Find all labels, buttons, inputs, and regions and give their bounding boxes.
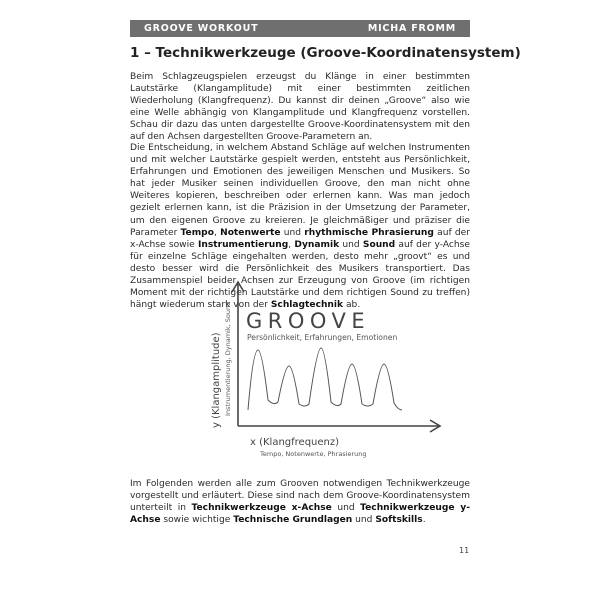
text-run: , — [288, 239, 295, 250]
text-run: und — [280, 227, 305, 238]
running-header — [130, 20, 470, 37]
text-run: Die Entscheidung, in welchem Abstand Schläge auf welchen Instrumenten und mit welcher Lautstärke gespielt werden, entsteht aus Persönlichkeit, Erfahrungen und Emotionen des jeweiligen Menschen und Musikers. So hat jeder Musiker seinen individuellen Groove, den man nicht ohne Weiteres kopieren, beschreiben oder erlernen kann. Was man jedoch gezielt erlernen kann, ist die Präzision in der Umsetzung der Parameter, um den eigenen Groove zu kreieren. Je gleichmäßiger und präziser die Parameter — [130, 143, 470, 238]
text-run: und — [339, 239, 363, 250]
text-run: sowie wichtige — [160, 515, 234, 526]
x-axis-label: x (Klangfrequenz) — [250, 437, 340, 448]
bold-term-sound: Sound — [362, 239, 396, 250]
text-run: Im Folgenden werden alle zum Grooven notwendigen Technikwerkzeuge vorgestellt und erläutert. Diese sind nach dem Groove-Koordinatensystem unterteilt in — [130, 479, 470, 514]
bold-term-dynamik: Dynamik — [294, 239, 340, 250]
page-number: 11 — [459, 546, 470, 555]
paragraph-overview — [130, 478, 470, 526]
text-run: . — [422, 515, 426, 526]
bold-term-x-achse: Technikwerkzeuge x-Achse — [191, 503, 332, 514]
groove-wave — [248, 348, 402, 410]
bold-term-phrasierung: rhythmische Phrasierung — [304, 227, 434, 238]
section-title: 1 – Technikwerkzeuge (Groove-Koordinatensystem) — [130, 45, 521, 61]
bold-term-grundlagen: Technische Grundlagen — [233, 515, 353, 526]
bold-term-y-achse: Technikwerkzeuge y-Achse — [130, 503, 471, 526]
paragraph-intro: Beim Schlagzeugspielen erzeugst du Klänge in einer bestimmten Lautstärke (Klangamplitude) mit einer bestimmten zeitlichen Wiederholung (Klangfrequenz). Du kannst dir deinen „Groove“ also wie eine Welle abhängig von Klangamplitude und Klangfrequenz vorstellen. Schau dir dazu das unten dargestellte Groove-Koordinatensystem mit den auf den Achsen dargestellten Groove-Parametern an. — [130, 72, 470, 143]
header-book-title: GROOVE WORKOUT — [144, 23, 259, 34]
text-run: ab. — [343, 300, 361, 311]
bold-term-tempo: Tempo — [180, 227, 214, 238]
text-run: , — [213, 227, 221, 238]
text-run: auf der y-Achse für einzelne Schläge eingehalten werden, desto mehr „groovt“ es und desto besser wird die Persönlichkeit des Musikers transportiert. Das Zusammenspiel beider Achsen zur Erzeugung von Groove (im richtigen Moment mit der richtigen Lautstärke und dem richtigen Sound zu treffen) hängt wiederum stark von der — [130, 239, 470, 311]
bold-term-notenwerte: Notenwerte — [220, 227, 281, 238]
x-axis-sublabel: Tempo, Notenwerte, Phrasierung — [260, 450, 367, 458]
header-author: MICHA FROMM — [367, 23, 456, 34]
text-run: und — [331, 503, 361, 514]
text-run: und — [352, 515, 376, 526]
bold-term-instrumentierung: Instrumentierung — [197, 239, 289, 250]
groove-word: GROOVE — [246, 309, 371, 333]
bold-term-schlagtechnik: Schlagtechnik — [270, 300, 344, 311]
bold-term-softskills: Softskills — [375, 515, 423, 526]
text-run: auf der x-Achse sowie — [130, 227, 470, 250]
y-axis-label: y (Klangamplitude) — [211, 332, 222, 428]
groove-coordinate-diagram — [190, 278, 450, 463]
y-axis-sublabel: Instrumentierung, Dynamik, Sound — [224, 301, 232, 416]
groove-subtitle: Persönlichkeit, Erfahrungen, Emotionen — [247, 333, 398, 342]
